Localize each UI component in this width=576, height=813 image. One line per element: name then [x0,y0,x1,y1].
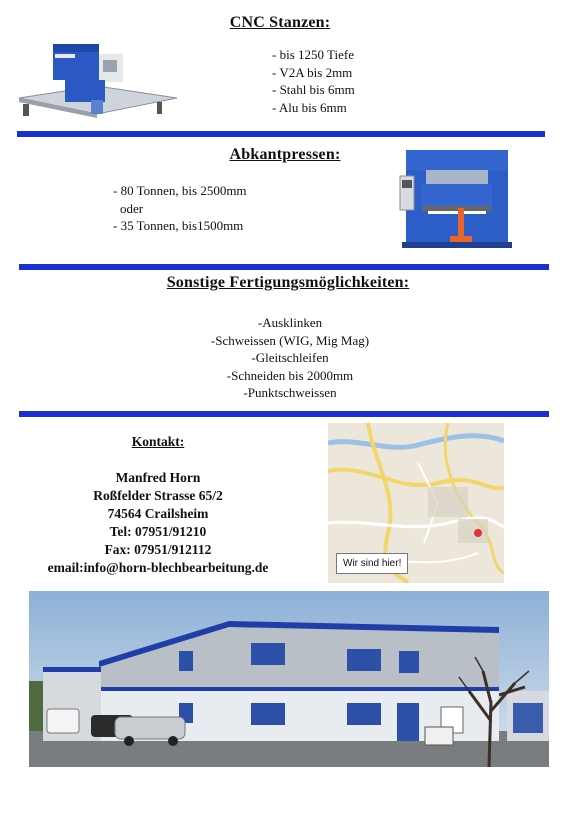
list-item: oder [120,200,144,216]
company-building-photo [29,591,549,767]
list-item: - 80 Tonnen, bis 2500mm [113,183,247,198]
contact-fax: Fax: 07951/912112 [104,542,212,557]
list-item: - V2A bis 2mm [272,64,353,80]
divider-bar [17,131,545,137]
list-item: - Stahl bis 6mm [272,82,355,97]
cnc-list [272,46,472,116]
punching-machine-image [17,40,179,122]
sonstige-title: Sonstige Fertigungsmöglichkeiten: [166,274,410,291]
contact-name: Manfred Horn [115,470,201,485]
map-label: Wir sind hier! [336,553,408,574]
cnc-title: CNC Stanzen: [229,14,331,31]
contact-block [10,433,306,577]
contact-email[interactable]: email:info@horn-blechbearbeitung.de [47,560,269,575]
contact-title: Kontakt: [131,434,185,449]
contact-city: 74564 Crailsheim [107,506,209,521]
list-item: -Gleitschleifen [251,350,329,365]
list-item: -Schweissen (WIG, Mig Mag) [210,332,370,348]
abkant-title: Abkantpressen: [229,146,341,163]
sonstige-list [150,314,430,402]
list-item: -Schneiden bis 2000mm [226,367,354,383]
press-brake-image [398,146,516,254]
list-item: - Alu bis 6mm [272,99,347,115]
list-item: -Ausklinken [257,315,323,330]
divider-bar [19,411,549,417]
divider-bar [19,264,549,270]
list-item: - 35 Tonnen, bis1500mm [113,218,244,233]
location-map [328,423,504,583]
list-item: - bis 1250 Tiefe [272,47,354,62]
contact-street: Roßfelder Strasse 65/2 [93,488,223,503]
contact-phone: Tel: 07951/91210 [109,524,207,539]
abkant-list [113,182,313,235]
list-item: -Punktschweissen [243,385,337,400]
